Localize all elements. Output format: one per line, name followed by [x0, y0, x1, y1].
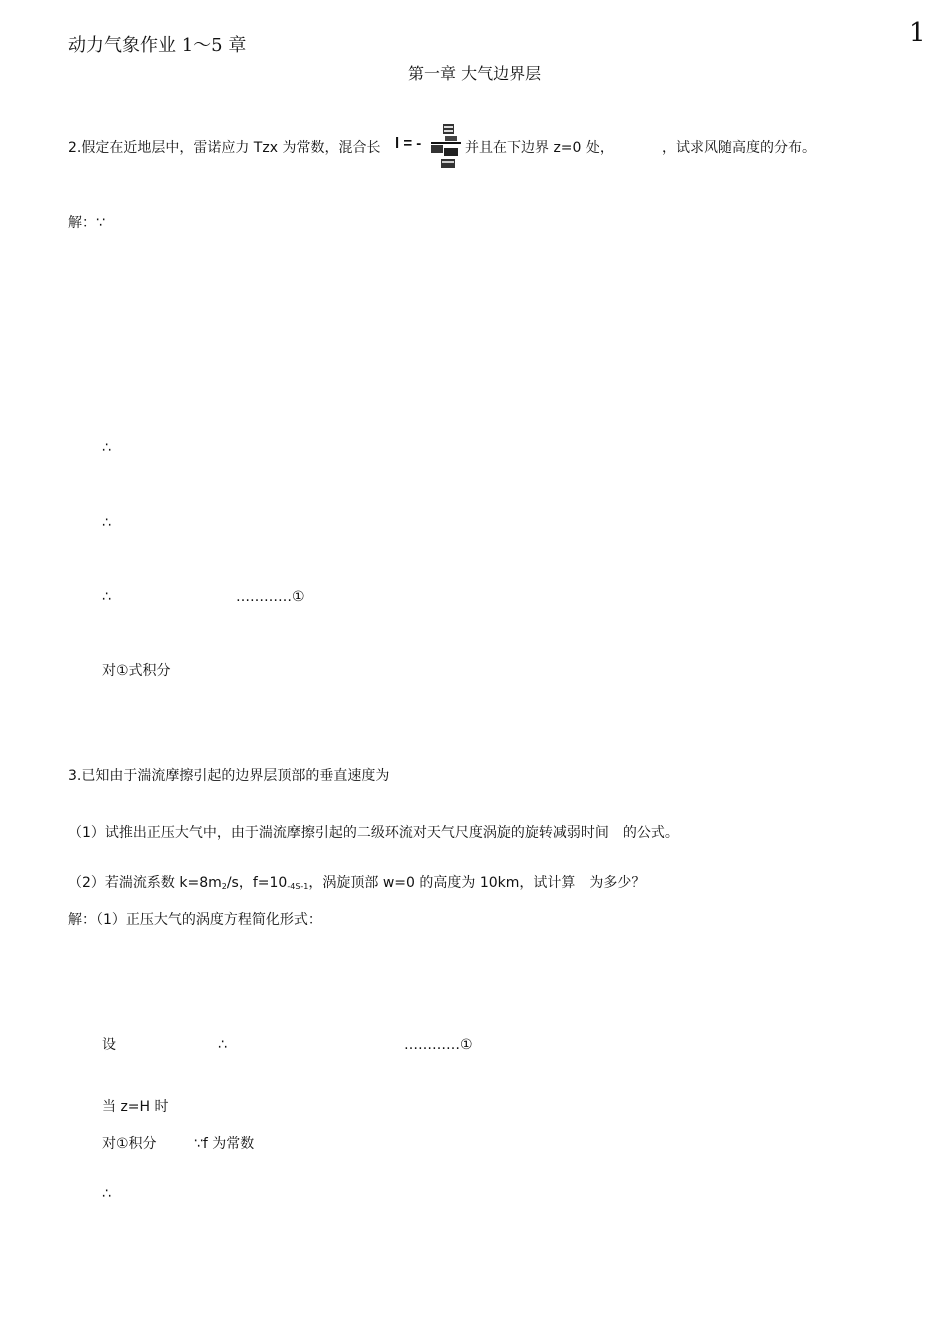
- q3-part2: [68, 874, 645, 896]
- q2-statement-tail: ，试求风随高度的分布。: [662, 140, 816, 156]
- q3-integrate-text: 对①积分: [102, 1136, 157, 1152]
- q2-therefore-2: ∴: [102, 515, 111, 531]
- q3-therefore-a: ∴: [218, 1037, 227, 1053]
- q2-therefore-3: ∴: [102, 589, 111, 605]
- q3-let-text: 设: [102, 1037, 116, 1053]
- page-number: 1: [909, 18, 926, 48]
- mixing-length-formula-image: [395, 124, 465, 170]
- q3-part2-a: （2）若湍流系数 k=8m: [68, 875, 222, 891]
- q3-solution-intro: 解：（1）正压大气的涡度方程简化形式：: [68, 912, 322, 928]
- q3-part1: （1）试推出正压大气中，由于湍流摩擦引起的二级环流对天气尺度涡旋的旋转减弱时间 的公式。: [68, 825, 679, 841]
- q2-integrate-text: 对①式积分: [102, 663, 171, 679]
- formula-lhs-text: l = -: [395, 135, 422, 152]
- q3-part2-c: S: [295, 882, 301, 891]
- q2-equation-marker: …………①: [236, 589, 305, 605]
- q3-when-text: 当 z=H 时: [102, 1099, 169, 1115]
- q3-because-f: ∵f 为常数: [194, 1136, 255, 1152]
- q2-therefore-1: ∴: [102, 440, 111, 456]
- chapter-title: 第一章 大气边界层: [408, 64, 542, 83]
- q2-solution-label: 解：∵: [68, 215, 105, 231]
- document-title: 动力气象作业 1～5 章: [68, 35, 247, 56]
- q3-part2-sup2: -1: [300, 882, 309, 891]
- q2-statement-prefix: 2.假定在近地层中，雷诺应力 Tzx 为常数，混合长: [68, 140, 381, 156]
- q2-statement-suffix: 并且在下边界 z=0 处，: [465, 140, 614, 156]
- q3-part2-sup: -4: [287, 882, 296, 891]
- q3-part2-b: /s，f=10: [226, 875, 288, 891]
- q3-equation-marker: …………①: [404, 1037, 473, 1053]
- q3-part2-sub1: 2: [221, 882, 227, 891]
- q3-part2-d: ，涡旋顶部 w=0 的高度为 10km，试计算 为多少？: [308, 875, 646, 891]
- q3-therefore-b: ∴: [102, 1186, 111, 1202]
- q3-intro: 3.已知由于湍流摩擦引起的边界层顶部的垂直速度为: [68, 768, 390, 784]
